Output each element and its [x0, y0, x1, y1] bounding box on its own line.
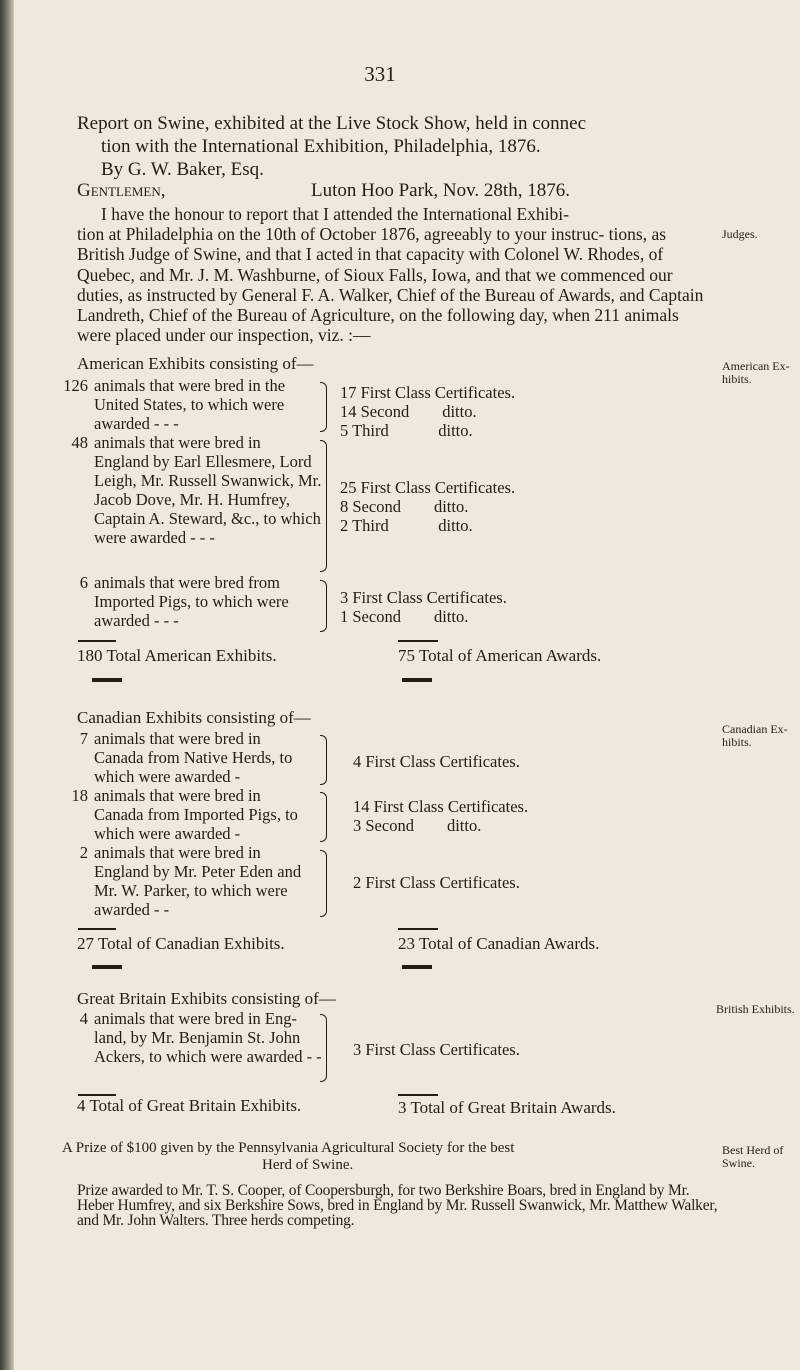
american-total-awards: 75 Total of American Awards. [398, 646, 602, 665]
title-line-3: By G. W. Baker, Esq. [101, 159, 264, 180]
award-line: 25 First Class Certificates. [340, 478, 516, 497]
row-first-line: animals that were bred in the [94, 376, 286, 395]
row-first-line: animals that were bred from [94, 573, 281, 592]
row-number: 126 [63, 376, 88, 395]
prize-heading [62, 1140, 707, 1174]
british-heading: Great Britain Exhibits consisting of— [77, 989, 336, 1008]
brace [320, 1014, 327, 1082]
award-line: 17 First Class Certificates. [340, 383, 516, 402]
row-number: 4 [79, 1009, 88, 1028]
row-continuation: Canada from Imported Pigs, to which were awarded - [94, 805, 298, 843]
brace [320, 382, 327, 432]
row-number: 48 [71, 433, 88, 452]
american-total-exhibits: 180 Total American Exhibits. [77, 646, 277, 665]
canadian-total-exhibits: 27 Total of Canadian Exhibits. [77, 934, 285, 953]
british-total-awards: 3 Total of Great Britain Awards. [398, 1098, 616, 1117]
award-line: 2 First Class Certificates. [353, 873, 520, 892]
award-line: 3 First Class Certificates. [353, 1040, 520, 1059]
award-line: 3 First Class Certificates. [340, 588, 507, 607]
award-line: 2 Third ditto. [340, 516, 473, 535]
canadian-row-3 [60, 843, 322, 919]
row-first-line: animals that were bred in [94, 786, 261, 805]
american-row-1-awards [340, 383, 515, 440]
award-line: 14 Second ditto. [340, 402, 477, 421]
award-line: 5 Third ditto. [340, 421, 473, 440]
prize-body: Prize awarded to Mr. T. S. Cooper, of Coopersburgh, for two Berkshire Boars, bred in England by Mr. Heber Humfrey, and six Berkshire Sows, bred in England by Mr. Russell Swanwick, Mr. Matthew Walker, and Mr. John Walters. Three herds competing. [77, 1182, 718, 1229]
title-line-2: tion with the International Exhibition, Philadelphia, 1876. [101, 136, 541, 157]
award-line: 4 First Class Certificates. [353, 752, 520, 771]
place-date: Luton Hoo Park, Nov. 28th, 1876. [311, 180, 570, 201]
intro-line-1: I have the honour to report that I attended the International Exhibi- [101, 204, 569, 224]
american-row-2-awards [340, 478, 515, 535]
row-continuation: land, by Mr. Benjamin St. John Ackers, to which were awarded - - [94, 1028, 322, 1066]
row-first-line: animals that were bred in [94, 843, 261, 862]
canadian-row-2-awards [353, 797, 528, 835]
page-number: 331 [364, 62, 396, 86]
row-first-line: animals that were bred in [94, 729, 261, 748]
award-line: 14 First Class Certificates. [353, 797, 529, 816]
british-total-exhibits: 4 Total of Great Britain Exhibits. [77, 1096, 302, 1115]
row-continuation: England by Mr. Peter Eden and Mr. W. Parker, to which were awarded - - [94, 862, 302, 919]
book-spine-edge [0, 0, 14, 1370]
total-rule [78, 640, 116, 642]
total-rule [398, 1094, 438, 1096]
award-line: 8 Second ditto. [340, 497, 469, 516]
british-row-1-awards [353, 1040, 520, 1059]
salutation: Gentlemen, [77, 180, 166, 201]
margin-note-british: British Exhibits. [716, 1002, 795, 1016]
margin-note-judges: Judges. [722, 227, 758, 241]
prize-line-2: Herd of Swine. [262, 1157, 354, 1173]
row-first-line: animals that were bred in [94, 433, 261, 452]
brace [320, 440, 327, 572]
margin-note-canadian: Canadian Ex- hibits. [722, 722, 788, 749]
canadian-row-1-awards [353, 752, 520, 771]
brace [320, 580, 327, 632]
american-row-1 [60, 376, 322, 433]
row-continuation: Canada from Native Herds, to which were awarded - [94, 748, 293, 786]
row-continuation: Imported Pigs, to which were awarded - - - [94, 592, 289, 630]
canadian-total-awards: 23 Total of Canadian Awards. [398, 934, 600, 953]
prize-line-1: A Prize of $100 given by the Pennsylvania Agricultural Society for the best [62, 1140, 515, 1156]
canadian-row-2 [60, 786, 322, 843]
row-number: 6 [79, 573, 88, 592]
total-rule [398, 640, 438, 642]
row-number: 2 [79, 843, 88, 862]
row-first-line: animals that were bred in Eng- [94, 1009, 297, 1028]
american-row-3 [60, 573, 322, 630]
brace [320, 792, 327, 842]
award-line: 3 Second ditto. [353, 816, 482, 835]
american-row-3-awards [340, 588, 507, 626]
award-line: 1 Second ditto. [340, 607, 469, 626]
row-continuation: United States, to which were awarded - - - [94, 395, 285, 433]
brace [320, 735, 327, 785]
double-rule [92, 965, 122, 969]
row-number: 18 [71, 786, 88, 805]
canadian-row-3-awards [353, 873, 520, 892]
margin-note-best-herd: Best Herd of Swine. [722, 1143, 784, 1170]
american-heading: American Exhibits consisting of— [77, 354, 314, 373]
intro-paragraph [77, 204, 707, 345]
american-row-2 [60, 433, 322, 547]
double-rule [92, 678, 122, 682]
report-title [77, 112, 717, 181]
intro-body: tion at Philadelphia on the 10th of October 1876, agreeably to your instruc- tions, as British Judge of Swine, and that I acted in that capacity with Colonel W. Rhodes, of Quebec, and Mr. J. M. Washburne, of Sioux Falls, Iowa, and that we commenced our duties, as instructed by General F. A. Walker, Chief of the Bureau of Awards, and Captain Landreth, Chief of the Bureau of Agriculture, on the following day, when 211 animals were placed under our inspection, viz. :— [77, 224, 704, 346]
double-rule [402, 965, 432, 969]
title-line-1: Report on Swine, exhibited at the Live Stock Show, held in connec [77, 113, 587, 134]
british-row-1 [60, 1009, 322, 1066]
canadian-heading: Canadian Exhibits consisting of— [77, 708, 311, 727]
canadian-row-1 [60, 729, 322, 786]
total-rule [398, 928, 438, 930]
margin-note-american: American Ex- hibits. [722, 359, 790, 386]
total-rule [78, 928, 116, 930]
row-continuation: England by Earl Ellesmere, Lord Leigh, Mr. Russell Swanwick, Mr. Jacob Dove, Mr. H. Humfrey, Captain A. Steward, &c., to which were awarded - - - [94, 452, 322, 547]
brace [320, 850, 327, 917]
row-number: 7 [79, 729, 88, 748]
double-rule [402, 678, 432, 682]
